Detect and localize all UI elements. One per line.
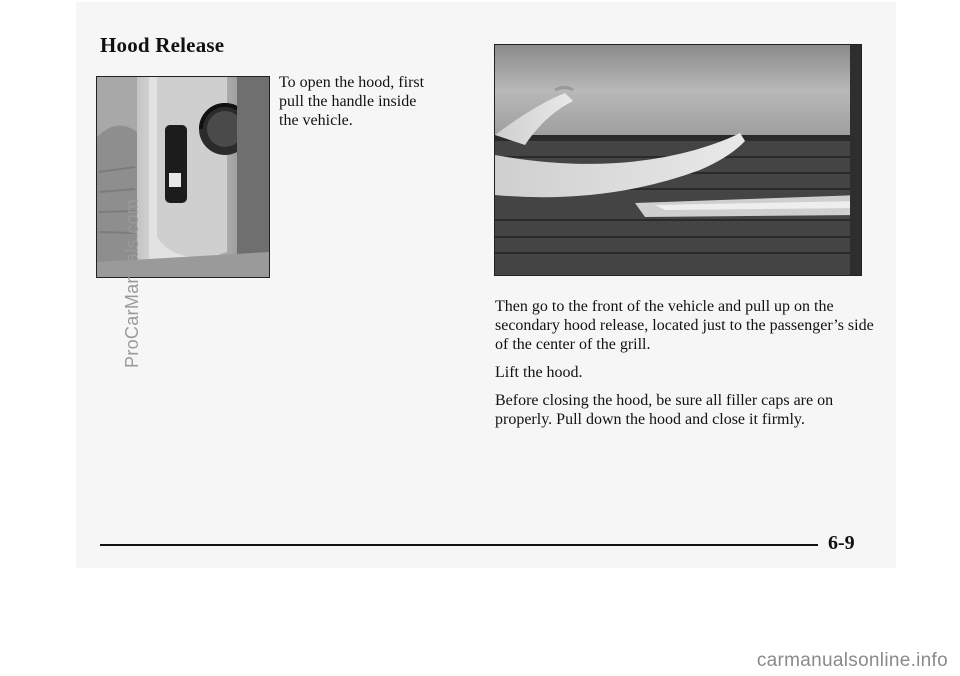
instructions-body [495,297,875,438]
paragraph-lift-hood: Lift the hood. [495,364,583,381]
watermark-bottom: carmanualsonline.info [756,650,948,671]
footer-rule [100,544,818,546]
secondary-hood-release-photo [494,44,862,276]
section-title: Hood Release [100,33,225,57]
paragraph-front-release: Then go to the front of the vehicle and pull up on the secondary hood release, located just to the passenger’s side of the center of the grill. [495,298,874,353]
handle-caption: To open the hood, first pull the handle inside the vehicle. [279,74,425,129]
watermark-left: ProCarManuals.com [122,198,142,368]
paragraph-closing-hood: Before closing the hood, be sure all filler caps are on properly. Pull down the hood and close it firmly. [495,392,834,428]
page-number: 6-9 [828,532,855,554]
